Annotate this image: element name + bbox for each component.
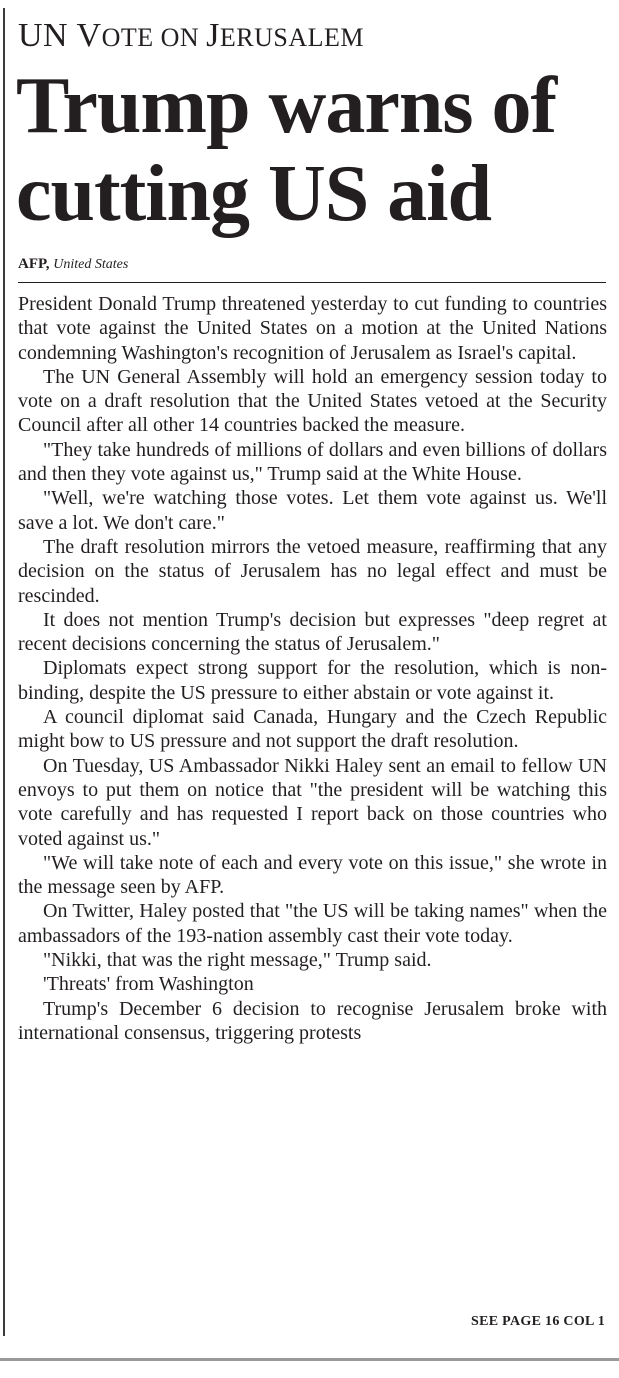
paragraph: "We will take note of each and every vote on this issue," she wrote in the message seen by AFP. [18,851,607,899]
paragraph: A council diplomat said Canada, Hungary and the Czech Republic might bow to US pressure and not support the draft resolution. [18,706,607,753]
byline [18,252,128,277]
paragraph: "They take hundreds of millions of dollars and even billions of dollars and then they vote against us," Trump said at the White House. [18,438,607,486]
paragraph: It does not mention Trump's decision but expresses "deep regret at recent decisions concerning the status of Jerusalem." [18,608,607,656]
kicker-word: VOTE ON [76,17,207,54]
continuation-jump-line[interactable]: SEE PAGE 16 COL 1 [471,1314,605,1329]
byline-divider [18,282,606,283]
paragraph: Diplomats expect strong support for the resolution, which is non-binding, despite the US pressure to either abstain or vote against it. [18,657,607,704]
byline-location: United States [53,257,129,272]
kicker [18,16,364,58]
article-body [18,292,607,1045]
kicker-word: UN [18,17,69,54]
paragraph: Trump's December 6 decision to recognise Jerusalem broke with international consensus, triggering protests [18,997,607,1044]
paragraph: On Twitter, Haley posted that "the US will be taking names" when the ambassadors of the 193-nation assembly cast their vote today. [18,900,607,947]
kicker-word: JERUSALEM [206,17,365,54]
column-left-rule [3,8,5,1336]
subheading: 'Threats' from Washington [43,973,254,996]
paragraph: On Tuesday, US Ambassador Nikki Haley sent an email to fellow UN envoys to put them on notice that "the president will be watching this vote carefully and has requested I report back on those countries who voted against us." [18,754,607,850]
paragraph: The UN General Assembly will hold an emergency session today to vote on a draft resolution that the United States vetoed at the Security Council after all other 14 countries backed the measure. [18,365,607,437]
paragraph: "Nikki, that was the right message," Trump said. [43,949,432,972]
headline: Trump warns of cutting US aid [16,62,557,238]
byline-source: AFP, [18,256,50,272]
paragraph: "Well, we're watching those votes. Let them vote against us. We'll save a lot. We don't care." [18,487,607,534]
page-bottom-rule [0,1358,619,1361]
paragraph: President Donald Trump threatened yesterday to cut funding to countries that vote against the United States on a motion at the United Nations condemning Washington's recognition of Jerusalem as Israel's capital. [18,293,607,364]
paragraph: The draft resolution mirrors the vetoed measure, reaffirming that any decision on the status of Jerusalem has no legal effect and must be rescinded. [18,535,607,607]
